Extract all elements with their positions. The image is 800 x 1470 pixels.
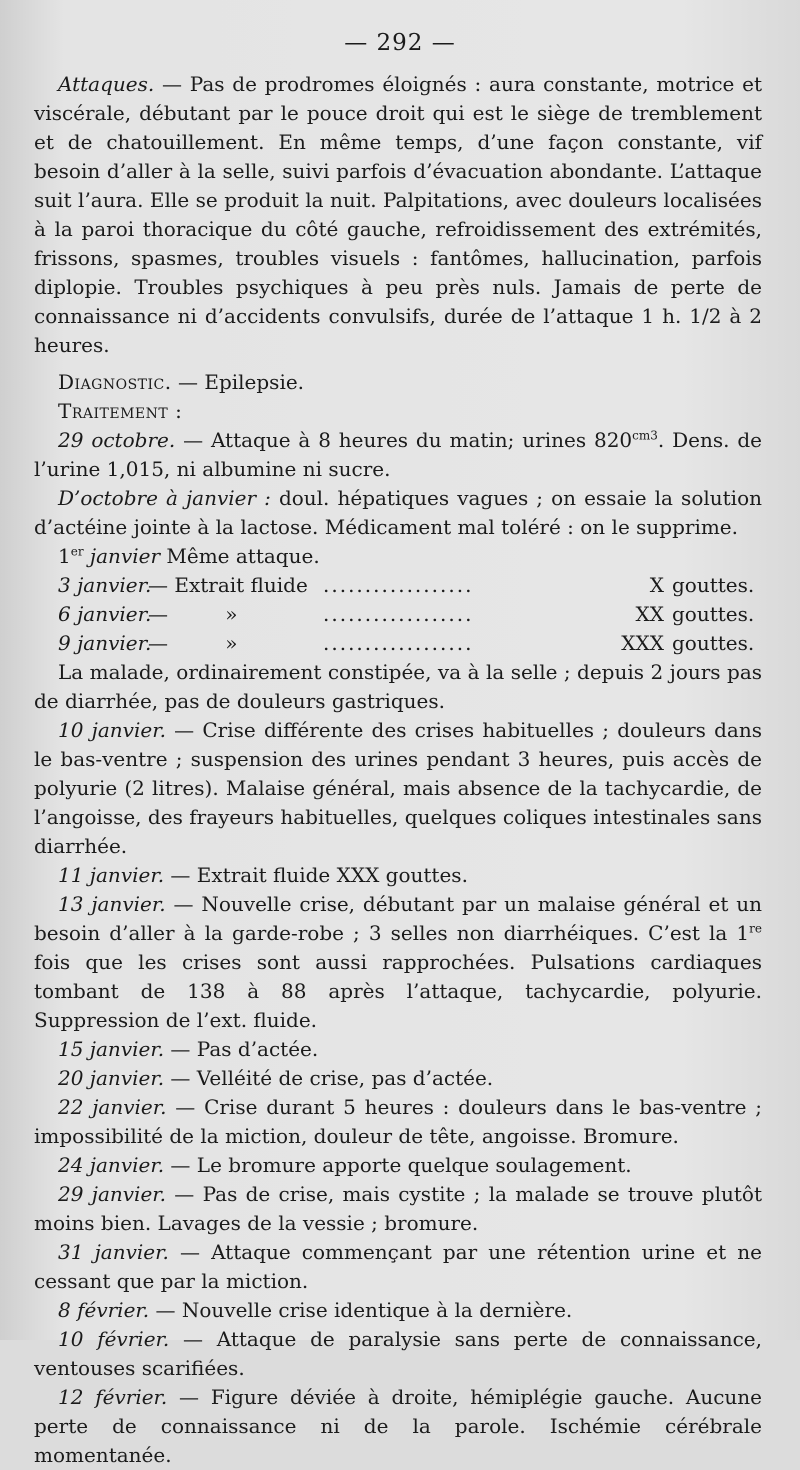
dose-date: 9 janvier.: [58, 631, 152, 655]
entry-text: doul. hépatiques vagues ; on essaie la solution d’actéine jointe à la lactose. Médicament mal toléré : on le supprime.: [34, 486, 762, 539]
entry-1-janvier: [34, 542, 762, 571]
entry-date: 20 janvier.: [58, 1066, 165, 1090]
paragraph-attaques: [34, 70, 762, 360]
entry-text: — Attaque de paralysie sans perte de connaissance, ventouses scarifiées.: [34, 1327, 762, 1380]
entry-text-cont: . Dens. de l’urine 1,015, ni albumine ni sucre.: [34, 428, 762, 481]
dose-label: — Extrait fluide: [148, 573, 308, 597]
entry-date: 15 janvier.: [58, 1037, 165, 1061]
dose-date: 3 janvier.: [58, 573, 152, 597]
entry-22-janvier: [34, 1093, 762, 1151]
entry-date: 22 janvier.: [58, 1095, 167, 1119]
entry-text: — Nouvelle crise identique à la dernière.: [149, 1298, 573, 1322]
entry-date: 8 février.: [58, 1298, 150, 1322]
entry-text: — Crise différente des crises habituelles ; douleurs dans le bas-ventre ; suspension des urines pendant 3 heures, puis accès de polyurie (2 litres). Malaise général, mais absence de la tachycardie, de l’angoisse, des frayeurs habituelles, quelques coliques intestinales sans diarrhée.: [34, 718, 762, 858]
entry-24-janvier: [34, 1151, 762, 1180]
dose-label: — »: [148, 631, 238, 655]
entry-12-fevrier: [34, 1383, 762, 1470]
heading-attaques: Attaques.: [58, 72, 155, 96]
entry-text: — Figure déviée à droite, hémiplégie gauche. Aucune perte de connaissance ni de la parole. Ischémie cérébrale momentanée.: [34, 1385, 762, 1467]
entry-date: 12 février.: [58, 1385, 168, 1409]
paragraph-traitement: [34, 397, 762, 426]
paragraph-diagnostic: [34, 368, 762, 397]
entry-text: — Attaque à 8 heures du matin; urines 820: [175, 428, 633, 452]
dot-leader: ..................: [323, 631, 474, 655]
entry-11-janvier: [34, 861, 762, 890]
dose-amount: X: [649, 573, 664, 597]
entry-date: 29 janvier.: [58, 1182, 166, 1206]
entry-text: — Pas d’actée.: [164, 1037, 319, 1061]
dose-unit: gouttes.: [672, 631, 755, 655]
entry-text: — Nouvelle crise, débutant par un malaise général et un besoin d’aller à la garde-robe ; 3 selles non diarrhéiques. C’est la 1: [34, 892, 762, 945]
entry-8-fevrier: [34, 1296, 762, 1325]
entry-10-fevrier: [34, 1325, 762, 1383]
entry-date: 10 février.: [58, 1327, 170, 1351]
entry-29-octobre: [34, 426, 762, 484]
entry-date: 31 janvier.: [58, 1240, 169, 1264]
heading-traitement: Traitement :: [58, 399, 183, 423]
paragraph-malade: La malade, ordinairement constipée, va à la selle ; depuis 2 jours pas de diarrhée, pas de douleurs gastriques.: [34, 660, 762, 713]
dose-unit: gouttes.: [672, 573, 755, 597]
entry-text: — Extrait fluide XXX gouttes.: [164, 863, 468, 887]
entry-date: 11 janvier.: [58, 863, 165, 887]
dose-row: [34, 571, 762, 600]
entry-date: D’octobre à janvier :: [58, 486, 271, 510]
dose-label: — »: [148, 602, 238, 626]
entry-text: Même attaque.: [160, 544, 320, 568]
ordinal-superscript: er: [70, 544, 84, 559]
dose-amount: XXX: [621, 631, 664, 655]
diagnostic-text: — Epilepsie.: [171, 370, 305, 394]
ordinal-superscript: re: [749, 921, 762, 936]
entry-date: 24 janvier.: [58, 1153, 165, 1177]
dose-unit: gouttes.: [672, 602, 755, 626]
entry-octobre-janvier: [34, 484, 762, 542]
entry-text-cont: fois que les crises sont aussi rapprochées. Pulsations cardiaques tombant de 138 à 88 après l’attaque, tachycardie, polyurie. Suppression de l’ext. fluide.: [34, 950, 762, 1032]
entry-10-janvier: [34, 716, 762, 861]
dose-row: [34, 629, 762, 658]
dot-leader: ..................: [323, 573, 474, 597]
entry-13-janvier: [34, 890, 762, 1035]
entry-text: — Crise durant 5 heures : douleurs dans le bas-ventre ; impossibilité de la miction, douleur de tête, angoisse. Bromure.: [34, 1095, 762, 1148]
entry-text: — Pas de crise, mais cystite ; la malade se trouve plutôt moins bien. Lavages de la vessie ; bromure.: [34, 1182, 762, 1235]
entry-29-janvier: [34, 1180, 762, 1238]
dose-row: [34, 600, 762, 629]
dot-leader: ..................: [323, 602, 474, 626]
entry-20-janvier: [34, 1064, 762, 1093]
body-text: [34, 70, 762, 1470]
entry-text: — Velléité de crise, pas d’actée.: [164, 1066, 494, 1090]
entry-15-janvier: [34, 1035, 762, 1064]
heading-diagnostic: Diagnostic.: [58, 370, 172, 394]
attaques-text: — Pas de prodromes éloignés : aura constante, motrice et viscérale, débutant par le pouce droit qui est le siège de tremblement et de chatouillement. En même temps, d’une façon constante, vif besoin d’aller à la selle, suivi parfois d’évacuation abondante. L’attaque suit l’aura. Elle se produit la nuit. Palpitations, avec douleurs localisées à la paroi thoracique du côté gauche, refroidissement des extrémités, frissons, spasmes, troubles visuels : fantômes, hallucination, parfois diplopie. Troubles psychiques à peu près nuls. Jamais de perte de connaissance ni d’accidents convulsifs, durée de l’attaque 1 h. 1/2 à 2 heures.: [34, 72, 762, 357]
entry-text: — Le bromure apporte quelque soulagement.: [164, 1153, 632, 1177]
dose-date: 6 janvier.: [58, 602, 152, 626]
entry-text: — Attaque commençant par une rétention urine et ne cessant que par la miction.: [34, 1240, 762, 1293]
page-number: — 292 —: [344, 30, 456, 56]
entry-date: janvier: [83, 544, 161, 568]
day-number: 1: [58, 544, 71, 568]
entry-date: 29 octobre.: [58, 428, 176, 452]
unit-superscript: cm3: [632, 428, 658, 443]
entry-date: 13 janvier.: [58, 892, 166, 916]
dose-amount: XX: [635, 602, 664, 626]
entry-31-janvier: [34, 1238, 762, 1296]
entry-date: 10 janvier.: [58, 718, 166, 742]
